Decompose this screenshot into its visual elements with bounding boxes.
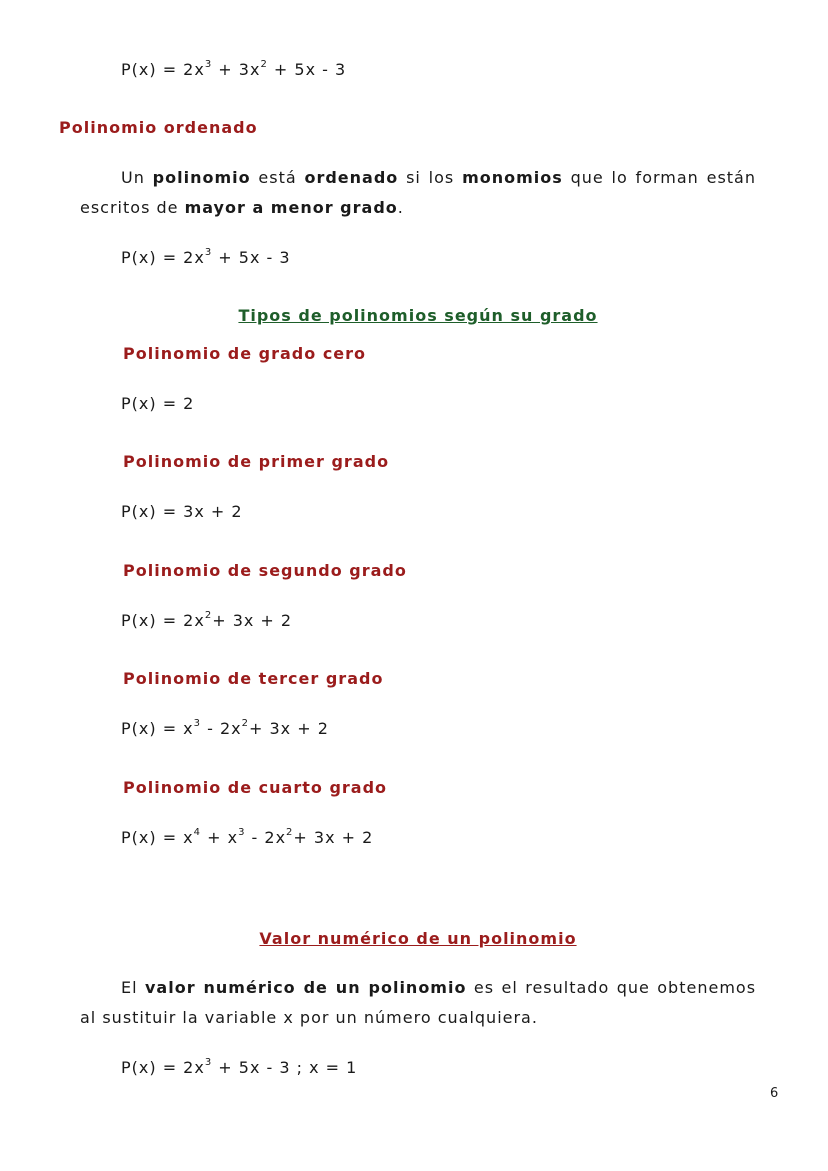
para-text: El <box>121 978 145 997</box>
formula-text: + 3x <box>212 60 261 79</box>
formula-text: + x <box>201 828 239 847</box>
formula-ordenado <box>121 248 291 267</box>
para-text: si los <box>398 168 463 187</box>
heading-primer-grado: Polinomio de primer grado <box>123 452 390 471</box>
heading-grado-cero: Polinomio de grado cero <box>123 344 367 363</box>
para-text: que lo forman están escritos de <box>80 168 757 217</box>
formula-top <box>121 60 346 79</box>
section-title-tipos: Tipos de polinomios según su grado <box>238 306 598 325</box>
formula-text: + 3x + 2 <box>249 719 329 738</box>
formula-text: P(x) = 2x <box>121 611 205 630</box>
exponent: 3 <box>204 246 213 258</box>
formula-text: + 3x + 2 <box>212 611 293 630</box>
exponent: 3 <box>238 826 246 838</box>
heading-cuarto-grado: Polinomio de cuarto grado <box>123 778 388 797</box>
formula-text: + 3x + 2 <box>293 828 374 847</box>
exponent: 2 <box>286 826 294 838</box>
formula-segundo-grado <box>121 611 292 630</box>
para-bold: monomios <box>462 168 563 187</box>
para-bold: mayor a menor grado <box>184 198 398 217</box>
exponent: 2 <box>241 717 249 729</box>
formula-text: + 5x - 3 <box>212 248 291 267</box>
formula-grado-cero: P(x) = 2 <box>121 394 195 413</box>
exponent: 3 <box>204 58 213 70</box>
formula-text: P(x) = 2x <box>121 248 205 267</box>
para-bold: polinomio <box>152 168 251 187</box>
formula-primer-grado: P(x) = 3x + 2 <box>121 502 243 521</box>
exponent: 2 <box>260 58 268 70</box>
para-text: Un <box>121 168 153 187</box>
formula-text: P(x) = x <box>121 719 194 738</box>
para-text: está <box>250 168 305 187</box>
formula-text: P(x) = 2x <box>121 1058 205 1077</box>
exponent: 3 <box>193 717 202 729</box>
exponent: 2 <box>204 609 213 621</box>
para-text: es el resultado que obtenemos al sustituir la variable x por un número cualquiera. <box>80 978 757 1027</box>
formula-tercer-grado <box>121 719 329 738</box>
section-title-valor-numerico: Valor numérico de un polinomio <box>259 929 577 948</box>
heading-polinomio-ordenado: Polinomio ordenado <box>59 118 258 137</box>
heading-tercer-grado: Polinomio de tercer grado <box>123 669 384 688</box>
formula-text: + 5x - 3 <box>267 60 347 79</box>
para-bold: ordenado <box>304 168 399 187</box>
formula-text: - 2x <box>201 719 242 738</box>
paragraph-valor-numerico <box>80 973 756 1033</box>
exponent: 4 <box>193 826 202 838</box>
formula-text: P(x) = x <box>121 828 194 847</box>
page-number: 6 <box>770 1086 779 1101</box>
formula-valor-numerico <box>121 1058 357 1077</box>
para-text: . <box>397 198 404 217</box>
formula-text: - 2x <box>245 828 287 847</box>
formula-text: P(x) = 2x <box>121 60 205 79</box>
exponent: 3 <box>204 1056 213 1068</box>
heading-segundo-grado: Polinomio de segundo grado <box>123 561 407 580</box>
formula-cuarto-grado <box>121 828 373 847</box>
paragraph-ordenado <box>80 163 756 223</box>
para-bold: valor numérico de un polinomio <box>145 978 467 997</box>
formula-text: + 5x - 3 ; x = 1 <box>212 1058 358 1077</box>
